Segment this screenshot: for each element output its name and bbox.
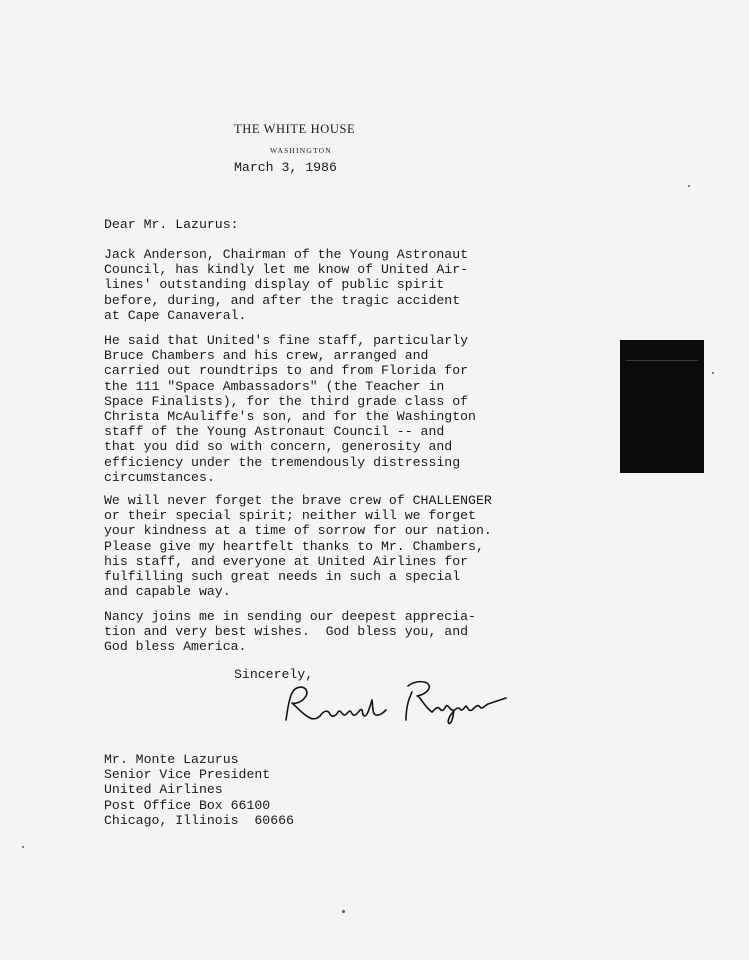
letterhead-title: THE WHITE HOUSE <box>234 122 356 136</box>
salutation: Dear Mr. Lazurus: <box>104 217 239 232</box>
redaction-block <box>620 340 704 473</box>
scan-speck <box>688 185 690 187</box>
scan-speck <box>712 372 714 374</box>
body-paragraph: He said that United's fine staff, particularly Bruce Chambers and his crew, arranged and carried out roundtrips to and from Florida for the 111 "Space Ambassadors" (the Teacher in Space Finalists), for the third grade class of Christa McAuliffe's son, and for the Washington staff of the Young Astronaut Council -- and that you did so with concern, generosity and efficiency under the tremendously distressing circumstances. <box>104 333 476 485</box>
scan-speck <box>22 846 24 848</box>
body-paragraph: Nancy joins me in sending our deepest apprecia- tion and very best wishes. God bless you, and God bless America. <box>104 609 476 655</box>
letter-date: March 3, 1986 <box>234 160 337 175</box>
scan-speck <box>342 910 345 913</box>
body-paragraph: Jack Anderson, Chairman of the Young Astronaut Council, has kindly let me know of United Air- lines' outstanding display of public spirit before, during, and after the tragic accident at Cape Canaveral. <box>104 247 469 323</box>
recipient-address: Mr. Monte Lazurus Senior Vice President United Airlines Post Office Box 66100 Chicago, Illinois 60666 <box>104 752 294 828</box>
closing: Sincerely, <box>234 667 314 682</box>
letterhead-subtitle: WASHINGTON <box>270 146 332 155</box>
body-paragraph: We will never forget the brave crew of CHALLENGER or their special spirit; neither will we forget your kindness at a time of sorrow for our nation. Please give my heartfelt thanks to Mr. Chambers, his staff, and everyone at United Airlines for fulfilling such great needs in such a special and capable way. <box>104 493 492 600</box>
handwritten-signature <box>280 676 510 730</box>
